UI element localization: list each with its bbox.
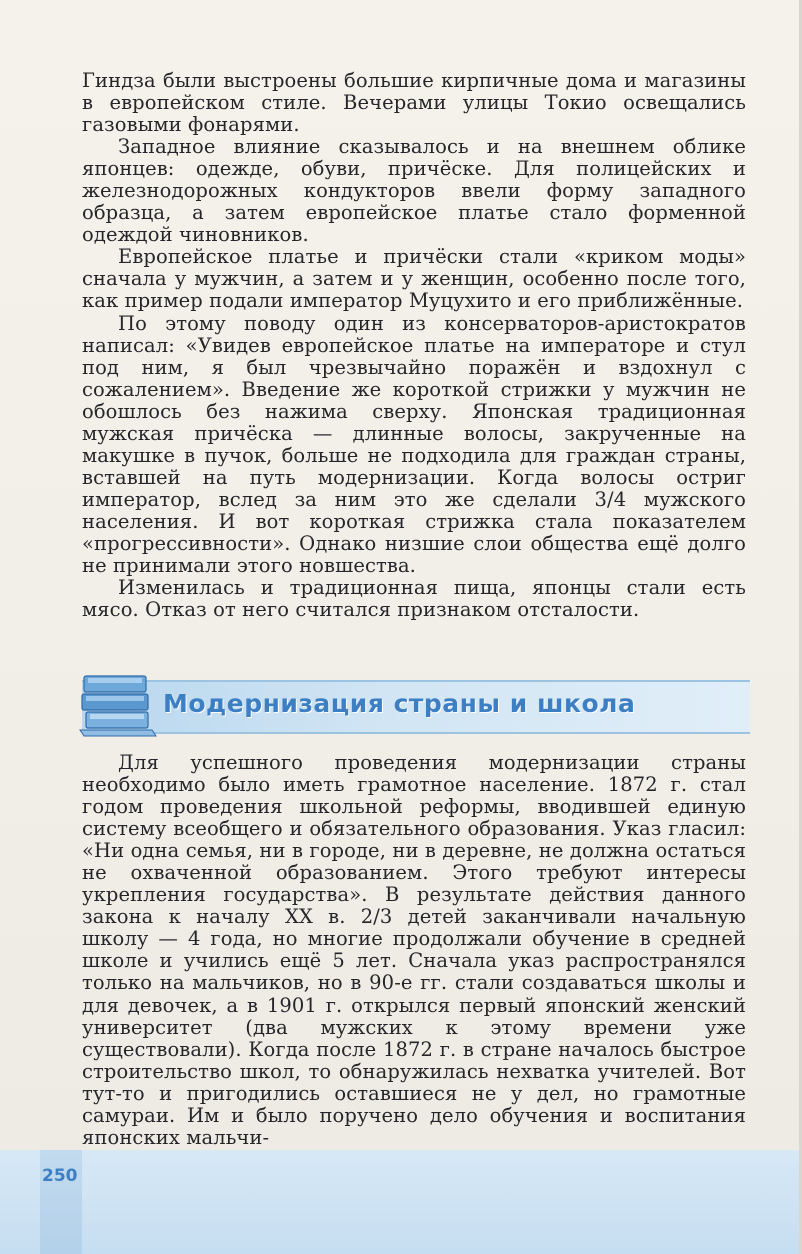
footer-band [0,1150,802,1254]
paragraph: Изменилась и традиционная пища, японцы стали есть мясо. Отказ от него считался признаком отсталости. [82,576,746,622]
text-block-top [82,70,746,621]
book-stack-icon [78,668,158,740]
paragraph: Западное влияние сказывалось и на внешнем облике японцев: одежде, обуви, причёске. Для полицейских и железнодорожных кондукторов ввели форму западного образца, а затем европейское платье стало форменной одеждой чиновников. [82,135,746,247]
paragraph: Европейское платье и причёски стали «криком моды» сначала у мужчин, а затем и у женщин, особенно после того, как пример подали император Муцухито и его приближённые. [82,245,746,313]
paragraph: Для успешного проведения модернизации страны необходимо было иметь грамотное население. 1872 г. стал годом проведения школьной реформы, вводившей единую систему всеобщего и обязательного образования. Указ гласил: «Ни одна семья, ни в городе, ни в деревне, не должна остаться не охваченной образованием. Этого требуют интересы укрепления государства». В результате действия данного закона к началу XX в. 2/3 детей заканчивали начальную школу — 4 года, но многие продолжали обучение в средней школе и учились ещё 5 лет. Сначала указ распространялся только на мальчиков, но в 90-е гг. стали создаваться школы и для девочек, а в 1901 г. открылся первый японский женский университет (два мужских к этому времени уже существовали). Когда после 1872 г. в стране началось быстрое строительство школ, то обнаружилась нехватка учителей. Вот тут-то и пригодились оставшиеся не у дел, но грамотные самураи. Им и было поручено дело обучения и воспитания японских мальчи- [82,751,746,1149]
page-number: 250 [42,1166,78,1186]
paragraph: Гиндза были выстроены большие кирпичные дома и магазины в европейском стиле. Вечерами улицы Токио освещались газовыми фонарями. [82,69,746,137]
paragraph: По этому поводу один из консерваторов-аристократов написал: «Увидев европейское платье на императоре и стул под ним, я был чрезвычайно поражён и вздохнул с сожалением». Введение же короткой стрижки у мужчин не обошлось без нажима сверху. Японская традиционная мужская причёска — длинные волосы, закрученные на макушке в пучок, больше не подходила для граждан страны, вставшей на путь модернизации. Когда волосы остриг император, вслед за ним это же сделали 3/4 мужского населения. И вот короткая стрижка стала показателем «прогрессивности». Однако низшие слои общества ещё долго не принимали этого новшества. [82,311,746,578]
text-block-bottom [82,752,746,1149]
section-title: Модернизация страны и школа [163,689,636,718]
